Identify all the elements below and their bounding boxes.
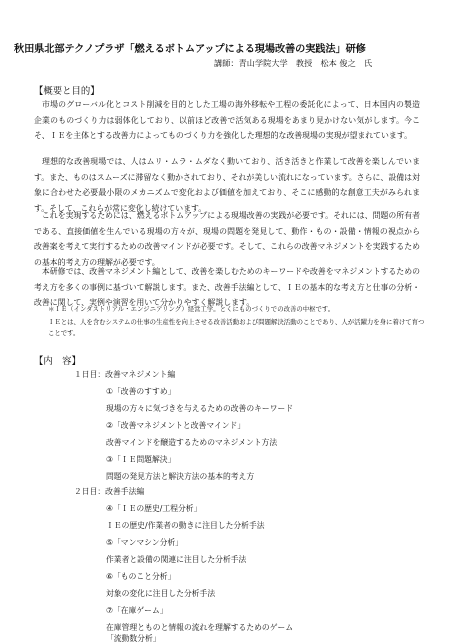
lecturer-line: 講師：青山学院大学 教授 松本 俊之 氏	[214, 58, 373, 68]
day1-heading: １日目：改善マネジメント編	[74, 370, 176, 379]
ie-note-line-2: ＩＥとは、人を含むシステムの仕事の生産性を向上させる改善活動および問題解決活動のことであり、人が活躍力を身に着けて育つことです。	[48, 318, 425, 338]
overview-paragraph-2: 理想的な改善現場では、人はムリ・ムラ・ムダなく動いており、活き活きと作業して改善を楽しんでいます。また、ものはスムーズに滞留なく動かされており、それが美しい流れになっています。さらに、設備は対象に合わせた必要最小限のメカニズムで変化および価値を加えており、そこに感動的な創意工夫がみられます。そして、これらが常に変化し続けています。	[34, 157, 420, 213]
day2-topic-5: ⑤「マンマシン分析」	[106, 538, 183, 547]
day2-topic-6-desc: 対象の変化に注目した分析手法	[106, 589, 216, 598]
day1-topic-3-desc: 問題の発見方法と解決方法の基本的考え方	[106, 472, 255, 481]
day2-topic-7: ⑦「在庫ゲーム」	[106, 606, 168, 615]
day1-topic-3: ③「ＩＥ問題解決」	[106, 455, 176, 464]
day2-heading: ２日目：改善手法編	[74, 487, 145, 496]
document-title	[14, 40, 444, 55]
day2-topic-5-desc: 作業者と設備の関連に注目した分析手法	[106, 555, 247, 564]
training-title: 「燃えるボトムアップによる現場改善の実践法」	[124, 44, 346, 55]
day2-topic-6: ⑥「ものこと分析」	[106, 572, 176, 581]
day1-topic-1-desc: 現場の方々に気づきを与えるための改善のキーワード	[106, 404, 294, 413]
overview-paragraph-1: 市場のグローバル化とコスト削減を目的とした工場の海外移転や工程の委託化によって、日本国内の製造企業のものづくり力は弱体化しており、以前ほど改善で活気ある現場をあまり見かけない気がします。今こそ、ＩＥを主体とする改善力によってものづくり力を強化した理想的な改善現場の実現が望まれています。	[34, 100, 420, 141]
day1-topic-1: ①「改善のすすめ」	[106, 387, 176, 396]
day2-topic-7-extra: 「流動数分析」	[106, 634, 161, 643]
overview-paragraph-3: これを実現するためには、燃えるボトムアップによる現場改善の実践が必要です。それには、問題の所有者である、直接価値を生んでいる現場の方々が、現場の問題を発見して、動作・もの・設備・情報の視点から改善案を考えて実行するための改善マインドが必要です。そして、これらの改善マネジメントを実践するための基本的考え方の理解が必要です。	[34, 211, 420, 267]
day2-topic-4: ④「ＩＥの歴史/工程分析」	[106, 504, 202, 513]
organization-name: 秋田県北部テクノプラザ	[14, 44, 125, 55]
day2-topic-7-desc: 在庫管理とものと情報の流れを理解するためのゲーム	[106, 623, 294, 632]
contents-heading: 【内 容】	[34, 356, 81, 367]
day1-topic-2: ②「改善マネジメントと改善マインド」	[106, 421, 246, 430]
ie-note-line-1: ＊ＩＥ（インダストリアル・エンジニアリング）経営工学。とくにものづくりでの改善の中枢です。	[48, 305, 335, 313]
day1-topic-2-desc: 改善マインドを醸造するためのマネジメント方法	[106, 438, 278, 447]
day2-topic-4-desc: ＩＥの歴史/作業者の動きに注目した分析手法	[106, 521, 265, 530]
overview-heading: 【概要と目的】	[34, 86, 100, 97]
overview-paragraph-4: 本研修では、改善マネジメント編として、改善を楽しむためのキーワードや改善をマネジメントするための考え方を多くの事例に基づいて解説します。また、改善手法編として、ＩＥの基本的な考え方と仕事の分析・改善に関して、実例や演習を用いて分かりやすく解説します。	[34, 267, 420, 308]
training-suffix: 研修	[345, 44, 366, 55]
